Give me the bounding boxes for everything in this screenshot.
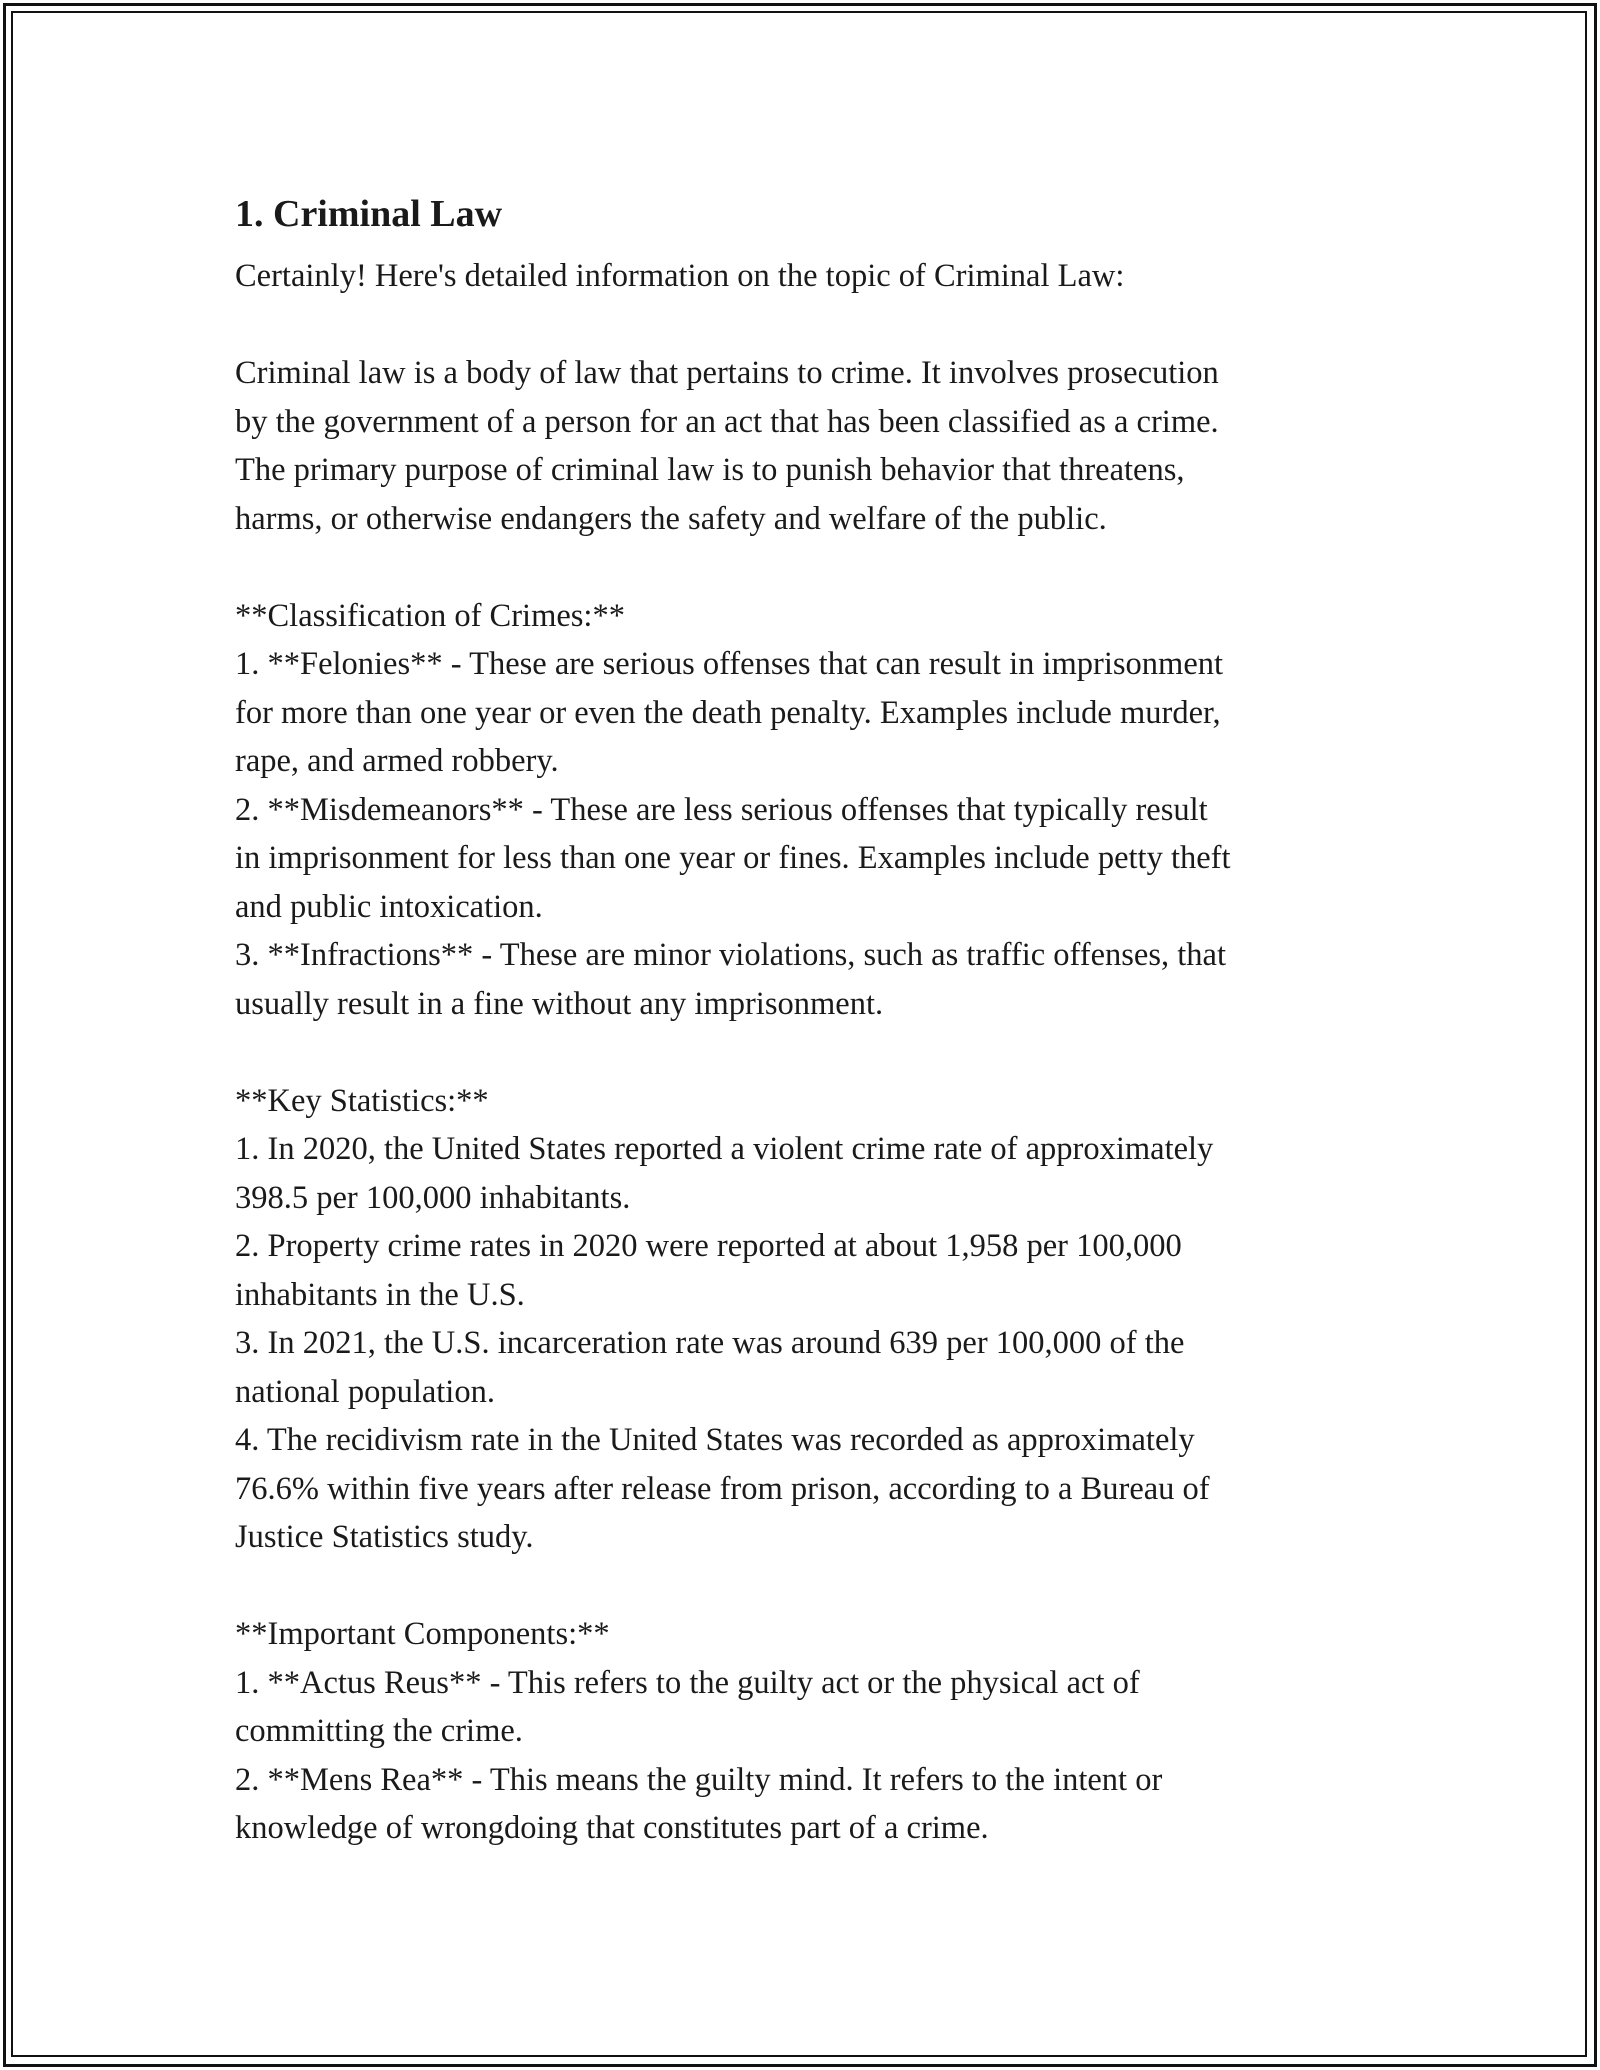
document-body	[235, 185, 1375, 1853]
list-line: 1. In 2020, the United States reported a violent crime rate of approximately	[235, 1131, 1214, 1167]
list-line: usually result in a fine without any imprisonment.	[235, 985, 884, 1022]
list-line: 2. Property crime rates in 2020 were reported at about 1,958 per 100,000	[235, 1228, 1182, 1264]
paragraph-gap	[235, 1562, 1375, 1611]
list-line: in imprisonment for less than one year or fines. Examples include petty theft	[235, 840, 1231, 876]
list-line: inhabitants in the U.S.	[235, 1276, 525, 1313]
classification-section	[235, 592, 1375, 1029]
intro-line: Certainly! Here's detailed information on the topic of Criminal Law:	[235, 258, 1125, 294]
list-line: 2. **Misdemeanors** - These are less serious offenses that typically result	[235, 791, 1208, 828]
components-section	[235, 1610, 1375, 1853]
list-line: 76.6% within five years after release from prison, according to a Bureau of	[235, 1470, 1210, 1507]
overview-paragraph	[235, 349, 1375, 543]
section-heading: **Important Components:**	[235, 1616, 610, 1652]
list-line: rape, and armed robbery.	[235, 743, 559, 779]
list-line: and public intoxication.	[235, 888, 543, 925]
paragraph-gap	[235, 1028, 1375, 1077]
list-line: committing the crime.	[235, 1713, 523, 1749]
section-heading: **Classification of Crimes:**	[235, 597, 625, 634]
paragraph-line: harms, or otherwise endangers the safety and welfare of the public.	[235, 500, 1107, 537]
list-line: knowledge of wrongdoing that constitutes part of a crime.	[235, 1810, 989, 1846]
paragraph-gap	[235, 301, 1375, 350]
list-line: for more than one year or even the death penalty. Examples include murder,	[235, 694, 1221, 731]
list-line: 1. **Actus Reus** - This refers to the guilty act or the physical act of	[235, 1664, 1140, 1701]
paragraph-line: by the government of a person for an act that has been classified as a crime.	[235, 403, 1219, 440]
list-line: national population.	[235, 1373, 495, 1410]
section-heading: **Key Statistics:**	[235, 1082, 489, 1119]
statistics-section	[235, 1077, 1375, 1562]
paragraph-line: Criminal law is a body of law that pertains to crime. It involves prosecution	[235, 355, 1219, 391]
list-line: 398.5 per 100,000 inhabitants.	[235, 1179, 631, 1216]
list-line: Justice Statistics study.	[235, 1519, 534, 1555]
list-line: 1. **Felonies** - These are serious offenses that can result in imprisonment	[235, 646, 1224, 682]
list-line: 3. In 2021, the U.S. incarceration rate was around 639 per 100,000 of the	[235, 1325, 1185, 1361]
paragraph-gap	[235, 543, 1375, 592]
list-line: 4. The recidivism rate in the United States was recorded as approximately	[235, 1422, 1195, 1458]
page-title: 1. Criminal Law	[235, 193, 503, 235]
list-line: 2. **Mens Rea** - This means the guilty mind. It refers to the intent or	[235, 1761, 1163, 1798]
list-line: 3. **Infractions** - These are minor violations, such as traffic offenses, that	[235, 937, 1226, 973]
paragraph-line: The primary purpose of criminal law is to punish behavior that threatens,	[235, 452, 1185, 488]
